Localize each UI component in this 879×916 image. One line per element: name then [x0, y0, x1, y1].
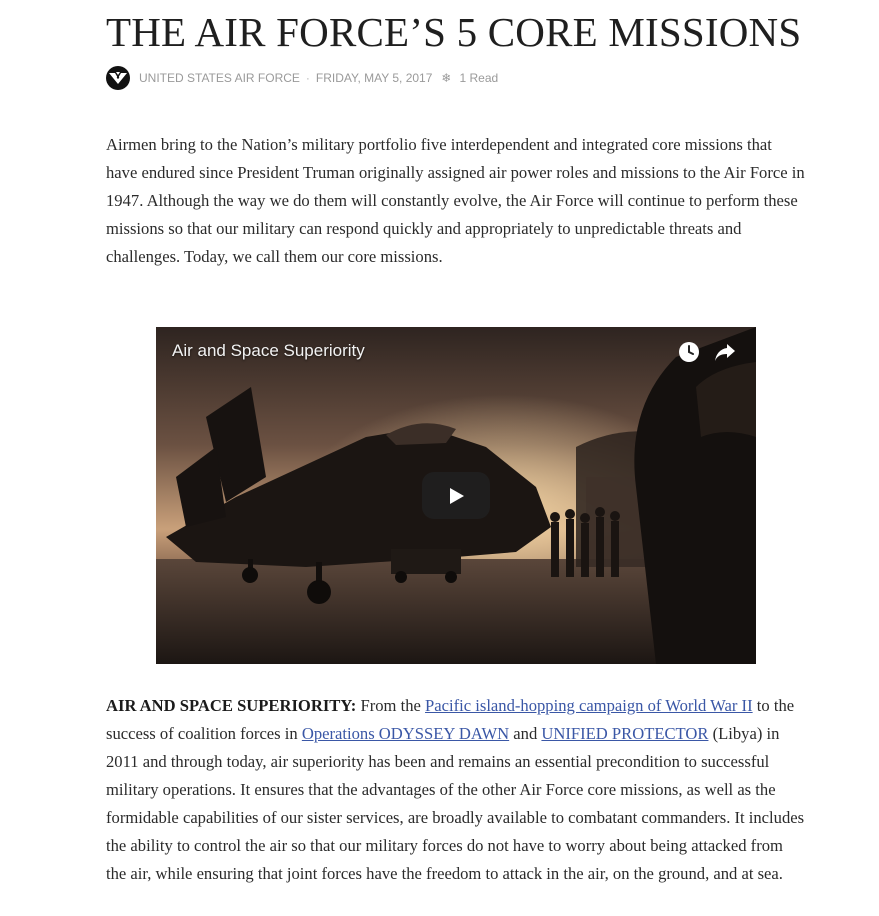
link-unified-protector[interactable]: UNIFIED PROTECTOR [541, 724, 709, 743]
snowflake-icon: ❄ [441, 71, 452, 85]
body-text: From the [356, 696, 426, 715]
intro-paragraph: Airmen bring to the Nation’s military portfolio five interdependent and integrated core missions that have endured since President Truman originally assigned air power roles and missions to the Air Force in 1947. Although the way we do them will constantly evolve, the Air Force will continue to perform these missions so that our military can respond quickly and appropriately to unpredictable threats and challenges. Today, we call them our core missions. [106, 135, 805, 266]
page-title: THE AIR FORCE’S 5 CORE MISSIONS [106, 9, 802, 55]
read-count: 1 Read [459, 71, 499, 85]
body-text: (Libya) in 2011 and through today, air superiority has been and remains an essential precondition to successful military operations. It ensures that the advantages of the other Air Force core missions, as well as the formidable capabilities of our sister services, are broadly available to combatant commanders. It includes the ability to control the air so that our military forces do not have to worry about being attacked from the air, while ensuring that joint forces have the freedom to attack in the air, on the ground, and at sea. [106, 724, 805, 883]
watch-later-button[interactable] [676, 339, 702, 365]
play-button[interactable] [422, 472, 490, 519]
video-player[interactable] [156, 327, 756, 664]
play-icon [446, 486, 466, 506]
meta-separator: · [305, 71, 310, 85]
section-heading: AIR AND SPACE SUPERIORITY: [106, 696, 357, 715]
share-arrow-icon [714, 342, 736, 362]
video-title[interactable]: Air and Space Superiority [172, 341, 365, 360]
link-odyssey-dawn[interactable]: Operations ODYSSEY DAWN [301, 724, 510, 743]
air-force-logo-icon[interactable] [106, 66, 130, 90]
body-text: to the success of coalition forces in [106, 696, 795, 743]
clock-icon [678, 341, 700, 363]
author-link[interactable]: UNITED STATES AIR FORCE [139, 71, 300, 85]
link-pacific-campaign[interactable]: Pacific island-hopping campaign of World War II [425, 696, 753, 715]
publish-date: FRIDAY, MAY 5, 2017 [315, 71, 433, 85]
share-button[interactable] [712, 339, 738, 365]
article-meta [106, 66, 498, 90]
air-space-superiority-paragraph [106, 692, 806, 888]
body-text: and [509, 724, 542, 743]
